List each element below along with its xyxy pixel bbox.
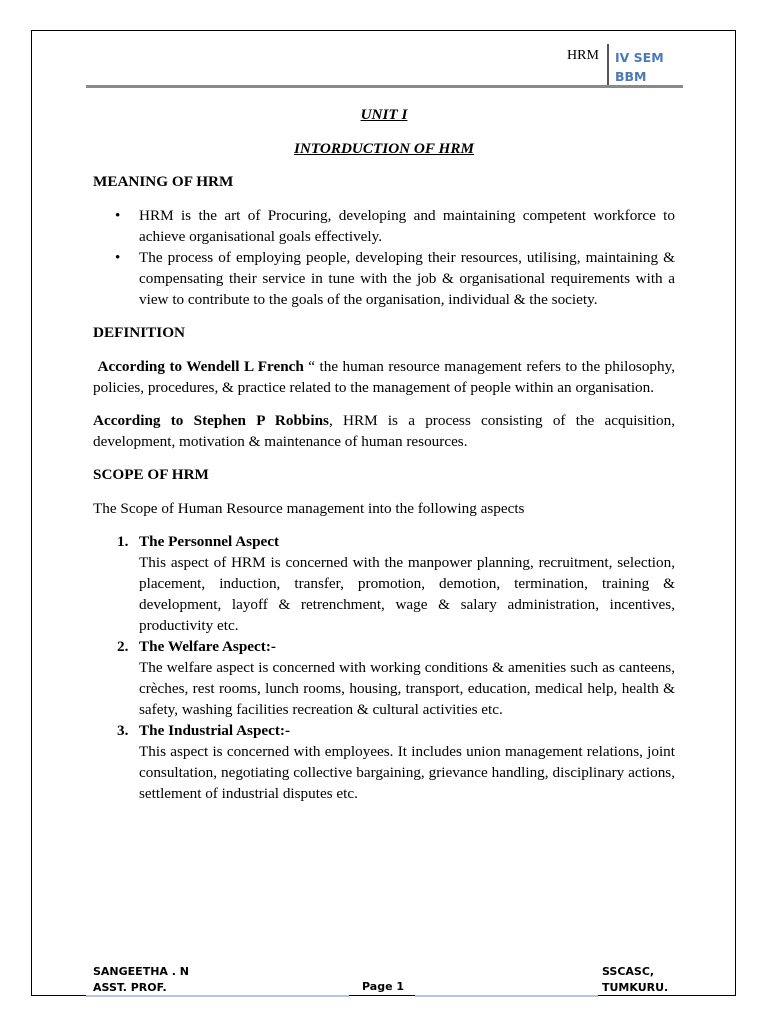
item-text: This aspect of HRM is concerned with the manpower planning, recruitment, selection, placement, induction, transfer, promotion, demotion, termination, training & development, layoff & retrenchment, wage & salary administration, incentives, productivity etc.	[139, 554, 675, 634]
item-title: The Welfare Aspect:-	[139, 638, 276, 655]
bullet-text: The process of employing people, developing their resources, utilising, maintaining & compensating their service in tune with the job & organisational requirements with a view to contribute to the goals of the organisation, individual & the society.	[139, 249, 675, 308]
definition-french-author: According to Wendell L French	[97, 358, 304, 375]
item-number: 3.	[117, 722, 129, 739]
list-item	[117, 720, 675, 804]
item-number: 2.	[117, 638, 129, 655]
definition-french	[93, 356, 675, 398]
footer-author-title: ASST. PROF.	[93, 981, 167, 994]
list-item	[115, 247, 675, 310]
item-text: The welfare aspect is concerned with working conditions & amenities such as canteens, crèches, rest rooms, lunch rooms, housing, transport, education, medical help, health & safety, washing facilities recreation & cultural activities etc.	[139, 659, 675, 718]
header-semester-line1: IV SEM	[615, 50, 664, 65]
definition-robbins	[93, 410, 675, 452]
unit-title: UNIT I	[360, 106, 408, 123]
document-body	[93, 104, 675, 804]
header-divider	[607, 44, 609, 85]
item-text: This aspect is concerned with employees. It includes union management relations, joint consultation, negotiating collective bargaining, grievance handling, disciplinary actions, settlement of industrial disputes etc.	[139, 743, 675, 802]
footer-author	[93, 964, 189, 996]
footer-college-name: SSCASC,	[602, 965, 655, 978]
scope-list	[93, 531, 675, 804]
footer-author-name: SANGEETHA . N	[93, 965, 189, 978]
chapter-title: INTORDUCTION OF HRM	[293, 140, 475, 157]
footer-college	[602, 964, 668, 996]
item-title: The Personnel Aspect	[139, 533, 280, 550]
footer-rule-right	[415, 995, 598, 997]
scope-intro: The Scope of Human Resource management into the following aspects	[93, 500, 525, 517]
definition-heading: DEFINITION	[93, 324, 185, 341]
header-semester	[615, 48, 664, 86]
list-item	[117, 636, 675, 720]
item-number: 1.	[117, 533, 129, 550]
item-title: The Industrial Aspect:-	[139, 722, 291, 739]
header-semester-line2: BBM	[615, 69, 647, 84]
list-item	[117, 531, 675, 636]
scope-heading: SCOPE OF HRM	[93, 466, 209, 483]
meaning-bullet-list	[93, 205, 675, 310]
bullet-icon: •	[115, 249, 121, 266]
header-rule	[86, 85, 683, 88]
list-item	[115, 205, 675, 247]
footer-rule-left	[86, 995, 349, 997]
meaning-heading: MEANING OF HRM	[93, 173, 234, 190]
definition-robbins-text: , HRM is a process consisting of the acquisition, development, motivation & maintenance of human resources.	[93, 412, 675, 450]
footer-page-number: Page 1	[362, 980, 405, 993]
footer-city: TUMKURU.	[602, 981, 669, 994]
bullet-text: HRM is the art of Procuring, developing and maintaining competent workforce to achieve organisational goals effectively.	[139, 207, 675, 245]
header-subject: HRM	[567, 48, 599, 63]
bullet-icon: •	[115, 207, 121, 224]
definition-robbins-author: According to Stephen P Robbins	[93, 412, 329, 429]
definition-french-text: “ the human resource management refers to the philosophy, policies, procedures, & practice related to the management of people within an organisation.	[93, 358, 676, 396]
